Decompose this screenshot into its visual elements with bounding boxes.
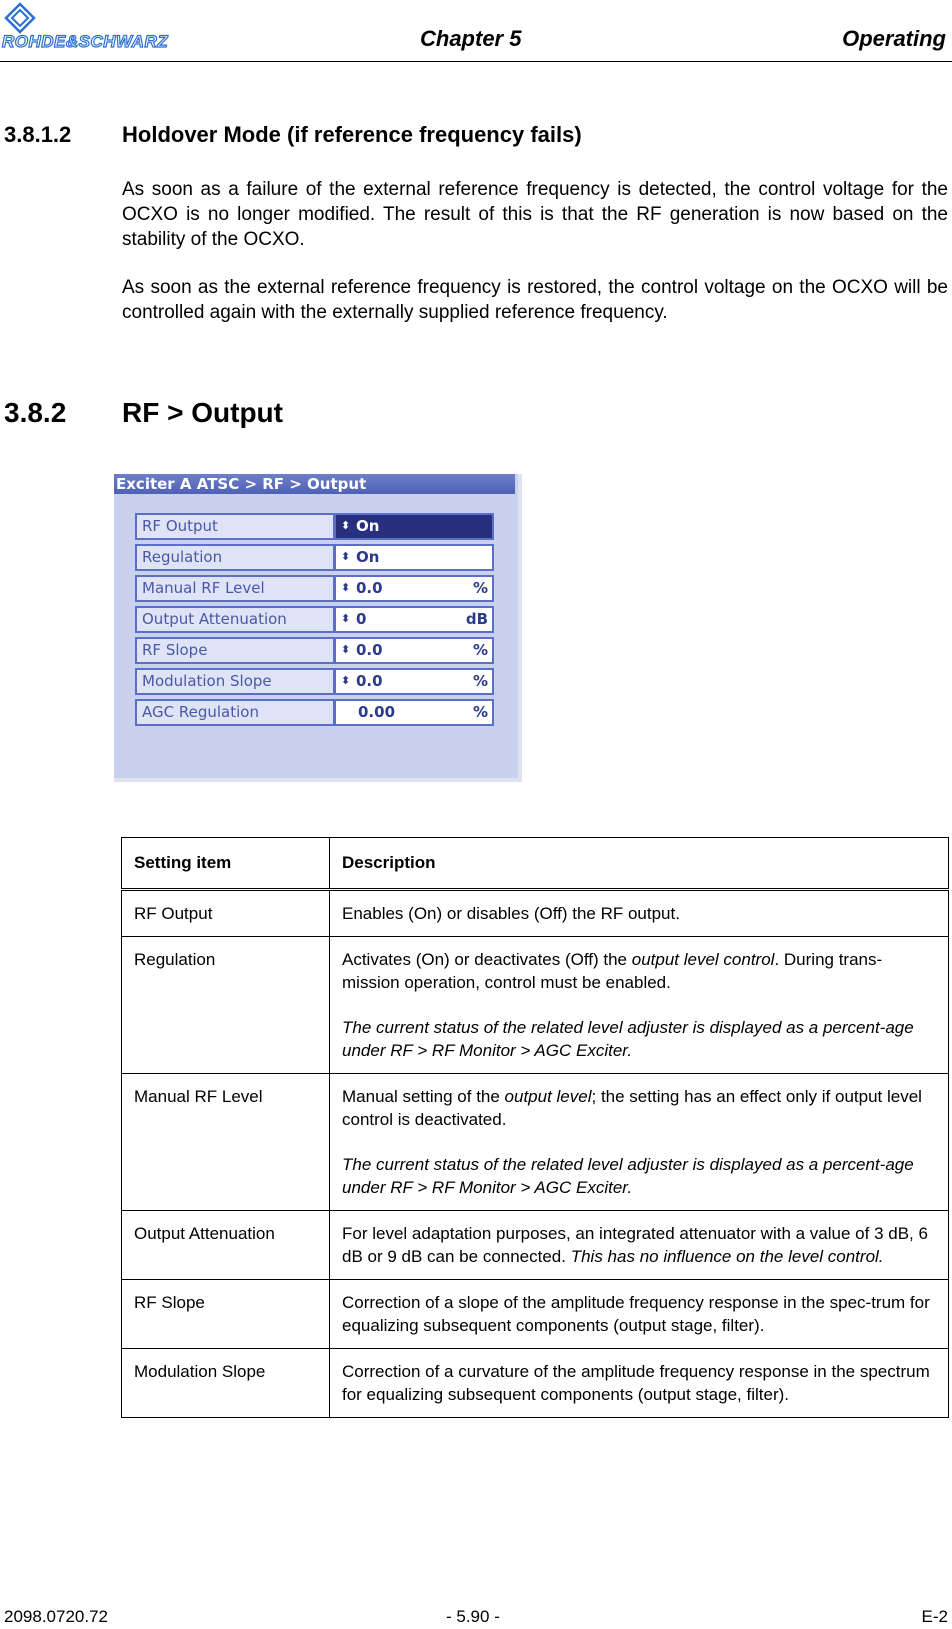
description-text: For level adaptation purposes, an integrated attenuator with a value of 3 dB, 6 dB or 9 dB can be connected. xyxy=(342,1224,928,1266)
setting-value-field[interactable] xyxy=(334,513,494,540)
setting-value: 0.0 xyxy=(356,672,383,690)
setting-value: 0.0 xyxy=(356,641,383,659)
setting-value-field[interactable] xyxy=(334,699,494,726)
description-text: Enables (On) or disables (Off) the RF output. xyxy=(342,904,680,923)
setting-label: RF Output xyxy=(135,513,335,540)
section-number-382: 3.8.2 xyxy=(4,397,67,428)
setting-item-cell: Modulation Slope xyxy=(122,1349,330,1418)
table-row xyxy=(122,1349,949,1418)
setting-value: On xyxy=(356,517,380,535)
description-emphasis: This has no influence on the level control. xyxy=(570,1247,884,1266)
spinner-arrows-icon[interactable]: ⬍ xyxy=(341,581,351,594)
spinner-arrows-icon[interactable]: ⬍ xyxy=(341,612,351,625)
holdover-paragraph-2: As soon as the external reference frequency is restored, the control voltage on the OCXO will be controlled again with the externally supplied reference frequency. xyxy=(122,277,948,323)
description-text: Correction of a curvature of the amplitude frequency response in the spectrum for equalizing subsequent components (output stage, filter). xyxy=(342,1362,930,1404)
description-emphasis: output level control xyxy=(631,950,775,969)
setting-value: 0.0 xyxy=(356,579,383,597)
setting-label: Manual RF Level xyxy=(135,575,335,602)
description-text: ; the setting has an effect only if output level control is deactivated. xyxy=(342,1087,922,1129)
description-text: Manual setting of the xyxy=(342,1087,505,1106)
description-note: The current status of the related level adjuster is displayed as a percent-age under RF > RF Monitor > AGC Exciter. xyxy=(342,1155,914,1197)
setting-value: On xyxy=(356,548,380,566)
setting-unit: % xyxy=(472,579,488,597)
setting-value: 0.00 xyxy=(358,703,396,721)
description-emphasis: output level xyxy=(504,1087,592,1106)
table-row xyxy=(122,937,949,1074)
page-number: - 5.90 - xyxy=(446,1607,500,1626)
description-text: Activates (On) or deactivates (Off) the xyxy=(342,950,632,969)
screenshot-title-bar: Exciter A ATSC > RF > Output xyxy=(114,474,515,494)
setting-unit: % xyxy=(472,703,488,721)
column-header-description: Description xyxy=(330,838,949,890)
setting-label: Modulation Slope xyxy=(135,668,335,695)
logo-wordmark: ROHDE&SCHWARZ xyxy=(2,32,169,51)
setting-unit: % xyxy=(472,672,488,690)
header-divider xyxy=(0,61,952,62)
setting-value-field[interactable] xyxy=(334,637,494,664)
description-note: The current status of the related level adjuster is displayed as a percent-age under RF > RF Monitor > AGC Exciter. xyxy=(342,1018,914,1060)
section-label: Operating xyxy=(842,26,946,51)
description-cell xyxy=(330,1349,949,1418)
spinner-arrows-icon[interactable]: ⬍ xyxy=(341,674,351,687)
column-header-setting: Setting item xyxy=(122,838,330,890)
description-cell xyxy=(330,1211,949,1280)
chapter-label: Chapter 5 xyxy=(420,26,522,51)
setting-item-cell: Manual RF Level xyxy=(122,1074,330,1211)
section-title-holdover: Holdover Mode (if reference frequency fails) xyxy=(122,122,582,147)
setting-value-field[interactable] xyxy=(334,544,494,571)
setting-item-cell: Regulation xyxy=(122,937,330,1074)
setting-unit: % xyxy=(472,641,488,659)
setting-label: AGC Regulation xyxy=(135,699,335,726)
description-text: Correction of a slope of the amplitude frequency response in the spec-trum for equalizing subsequent components (output stage, filter). xyxy=(342,1293,930,1335)
edition-label: E-2 xyxy=(921,1607,948,1626)
setting-item-cell: RF Output xyxy=(122,890,330,937)
description-cell xyxy=(330,890,949,937)
spinner-arrows-icon[interactable]: ⬍ xyxy=(341,550,351,563)
spinner-arrows-icon[interactable]: ⬍ xyxy=(341,643,351,656)
spinner-arrows-icon[interactable]: ⬍ xyxy=(341,519,351,532)
section-title-rf-output: RF > Output xyxy=(122,397,283,428)
rohde-schwarz-logo xyxy=(0,2,230,52)
setting-label: RF Slope xyxy=(135,637,335,664)
description-cell xyxy=(330,937,949,1074)
setting-value: 0 xyxy=(356,610,367,628)
setting-item-cell: RF Slope xyxy=(122,1280,330,1349)
logo-diamond-icon xyxy=(4,2,44,34)
doc-number: 2098.0720.72 xyxy=(4,1607,108,1626)
setting-value-field[interactable] xyxy=(334,606,494,633)
table-row xyxy=(122,890,949,937)
description-cell xyxy=(330,1074,949,1211)
holdover-paragraph-1: As soon as a failure of the external reference frequency is detected, the control voltage for the OCXO is no longer modified. The result of this is that the RF generation is now based on the stability of the OCXO. xyxy=(122,179,948,250)
setting-label: Regulation xyxy=(135,544,335,571)
setting-item-cell: Output Attenuation xyxy=(122,1211,330,1280)
setting-value-field[interactable] xyxy=(334,575,494,602)
rf-output-screenshot xyxy=(114,474,522,782)
setting-label: Output Attenuation xyxy=(135,606,335,633)
table-row xyxy=(122,1211,949,1280)
settings-table xyxy=(121,837,949,1418)
setting-unit: dB xyxy=(465,610,488,628)
page-header xyxy=(0,0,952,62)
table-row xyxy=(122,1074,949,1211)
setting-value-field[interactable] xyxy=(334,668,494,695)
section-number-3812: 3.8.1.2 xyxy=(4,122,72,147)
table-row xyxy=(122,1280,949,1349)
table-header-row xyxy=(122,838,949,890)
description-text: . During trans-mission operation, control must be enabled. xyxy=(342,950,883,992)
description-cell xyxy=(330,1280,949,1349)
